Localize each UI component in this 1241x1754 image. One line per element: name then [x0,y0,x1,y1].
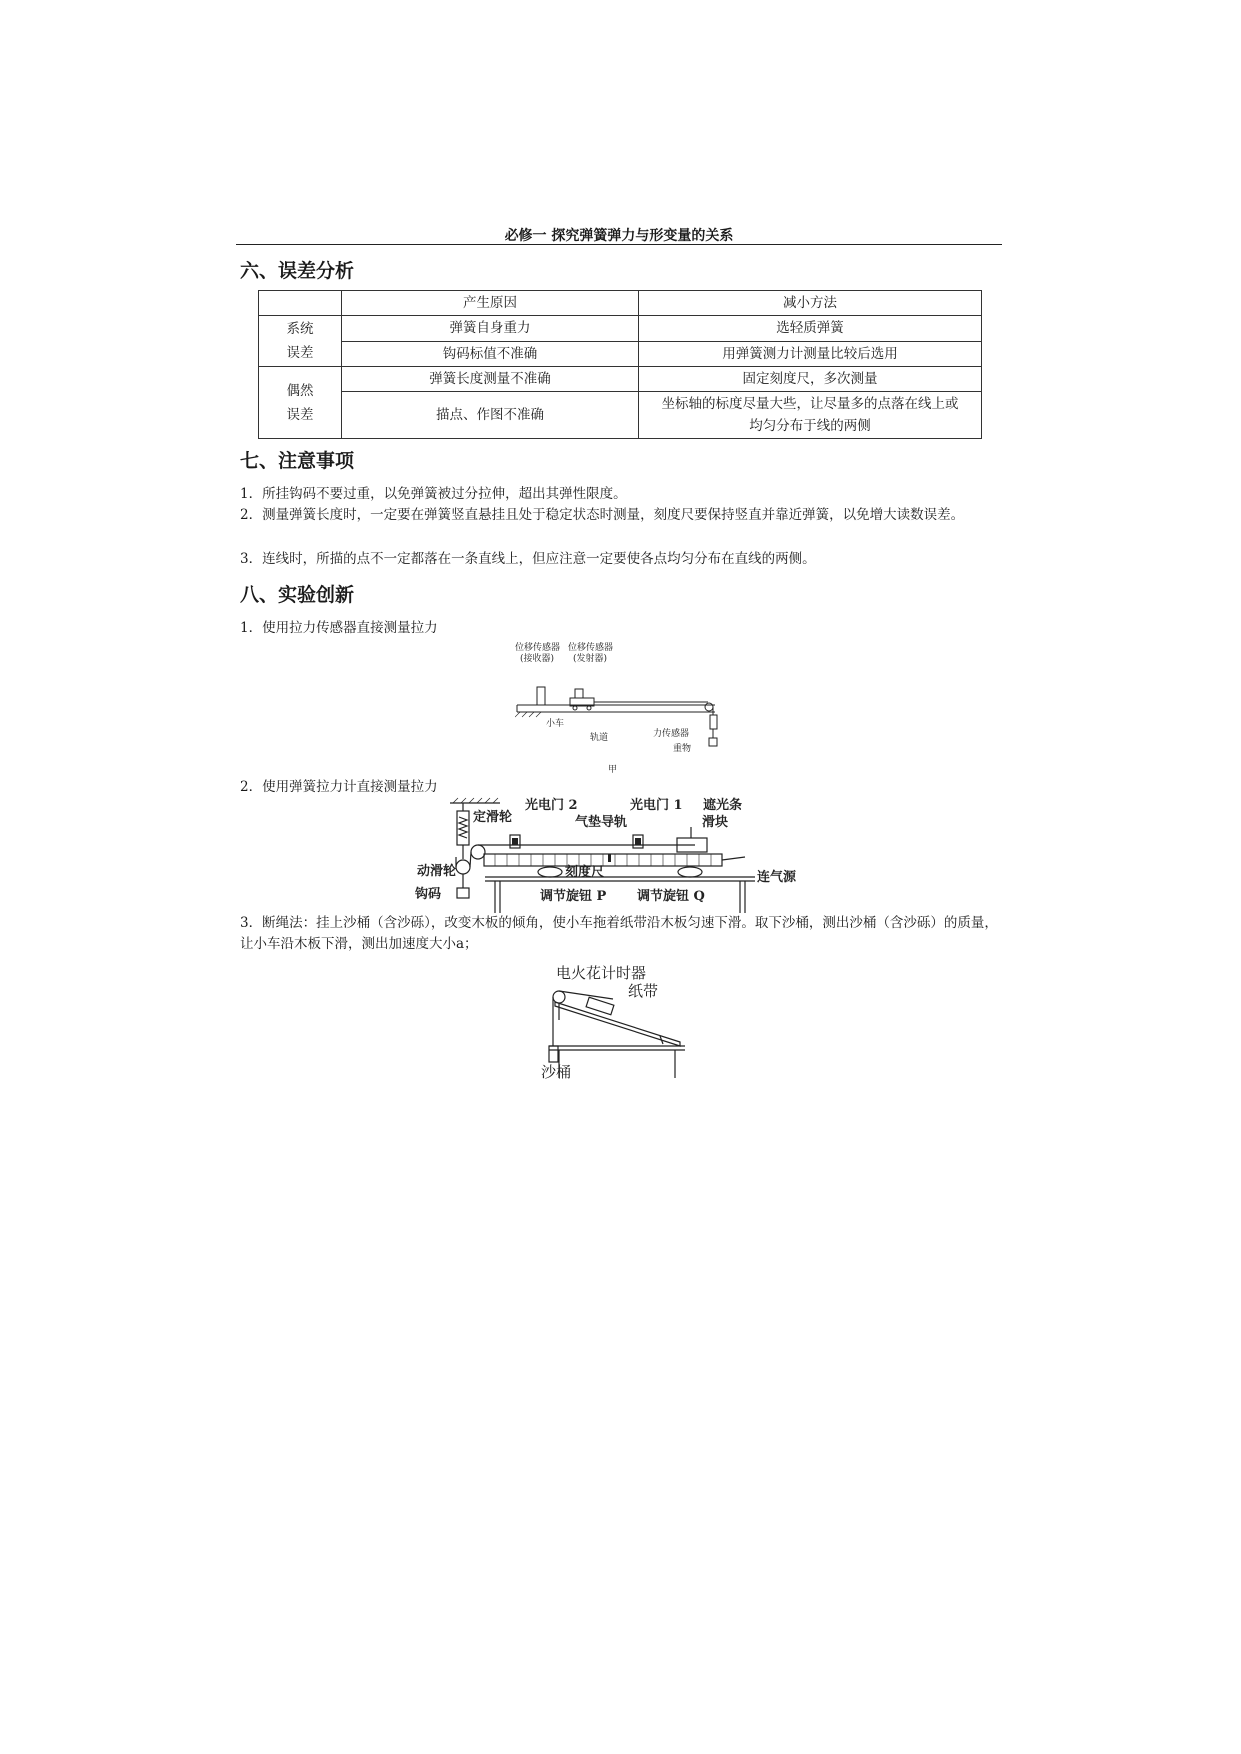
cell-method: 用弹簧测力计测量比较后选用 [639,341,982,367]
cell-method-line: 坐标轴的标度尽量大些，让尽量多的点落在线上或 [661,396,959,412]
table-row [259,316,982,342]
label-receiver-line1: 位移传感器 [515,643,561,653]
section-heading-precautions: 七、注意事项 [240,450,355,472]
cell-method: 固定刻度尺，多次测量 [639,367,982,392]
pulley-shape [553,991,565,1003]
row-label-line: 偶然 [286,382,314,399]
movable-pulley-shape [456,860,470,874]
label-knob-p: 调节旋钮 P [540,889,607,904]
figure1-caption: 甲 [608,765,618,775]
cell-cause: 钩码标值不准确 [342,341,639,367]
section-heading-error-analysis: 六、误差分析 [240,260,355,282]
table-row [259,341,982,367]
label-spark-timer: 电火花计时器 [556,964,647,982]
cell-cause: 描点、作图不准确 [342,392,639,439]
label-emitter-line1: 位移传感器 [568,643,614,653]
error-analysis-table [258,290,982,439]
label-hook-weight: 钩码 [415,887,442,902]
precaution-item-1: 1．所挂钩码不要过重，以免弹簧被过分拉伸，超出其弹性限度。 [240,486,627,502]
label-fixed-pulley: 定滑轮 [473,810,513,825]
label-slider: 滑块 [702,815,729,830]
cell-method-line: 均匀分布于线的两侧 [749,418,871,434]
row-label-random [259,367,342,439]
table-row [259,367,982,392]
header-rule [236,244,1002,245]
innovation-item-1: 1．使用拉力传感器直接测量拉力 [240,620,438,636]
label-ruler: 刻度尺 [565,865,605,880]
label-photogate-2: 光电门 2 [525,798,578,813]
row-label-line: 误差 [286,345,314,361]
cell-method: 选轻质弹簧 [639,316,982,342]
innovation-item-2: 2．使用弹簧拉力计直接测量拉力 [240,779,438,795]
label-track: 轨道 [590,733,609,743]
figure-spring-scale-setup [415,797,825,915]
precaution-item-2: 2．测量弹簧长度时，一定要在弹簧竖直悬挂且处于稳定状态时测量，刻度尺要保持竖直并靠近弹簧，以免增大读数误差。 [240,507,965,523]
hook-weight-shape [457,888,469,898]
photogate-2-marker [512,838,518,845]
column-header-cause: 产生原因 [342,291,639,316]
cell-method [639,392,982,439]
cell-cause: 弹簧长度测量不准确 [342,367,639,392]
label-emitter-line2: (发射器) [573,654,608,664]
label-sand-bucket: 沙桶 [541,1063,572,1080]
label-cart: 小车 [546,719,565,729]
label-air-track: 气垫导轨 [575,815,628,830]
section-heading-innovation: 八、实验创新 [240,584,355,606]
pulley-shape [705,703,713,711]
label-shade-strip: 遮光条 [703,798,743,813]
fixed-pulley-shape [471,845,485,859]
weight-shape [709,738,717,746]
row-label-systematic [259,316,342,367]
label-movable-pulley: 动滑轮 [417,864,457,879]
force-sensor-shape [710,715,717,729]
label-paper-tape: 纸带 [628,982,659,1000]
label-knob-q: 调节旋钮 Q [637,889,705,904]
precaution-item-3: 3．连线时，所描的点不一定都落在一条直线上，但应注意一定要使各点均匀分布在直线的两侧。 [240,551,816,567]
receiver-block [537,687,545,705]
running-header: 必修一 探究弹簧弹力与形变量的关系 [504,228,734,244]
table-corner-cell [259,291,342,316]
table-header-row [259,291,982,316]
label-air-source: 连气源 [757,870,797,885]
label-weight: 重物 [673,744,692,754]
midpoint-marker [608,854,611,862]
label-receiver-line2: (接收器) [520,654,555,664]
photogate-1-marker [635,838,641,845]
cell-cause: 弹簧自身重力 [342,316,639,342]
figure-cut-rope-setup [535,960,710,1080]
sand-bucket-shape [549,1046,558,1062]
table-row [259,392,982,439]
innovation-item-3: 3．断绳法：挂上沙桶（含沙砾），改变木板的倾角，使小车拖着纸带沿木板匀速下滑。取下沙桶，测出沙桶（含沙砾）的质量，让小车沿木板下滑，测出加速度大小a； [240,915,998,952]
cart-shape [586,997,614,1015]
figure-force-sensor-setup [515,640,745,775]
column-header-method: 减小方法 [639,291,982,316]
label-force-sensor: 力传感器 [653,729,690,739]
label-photogate-1: 光电门 1 [630,798,683,813]
row-label-line: 系统 [286,321,314,337]
row-label-line: 误差 [286,406,314,423]
